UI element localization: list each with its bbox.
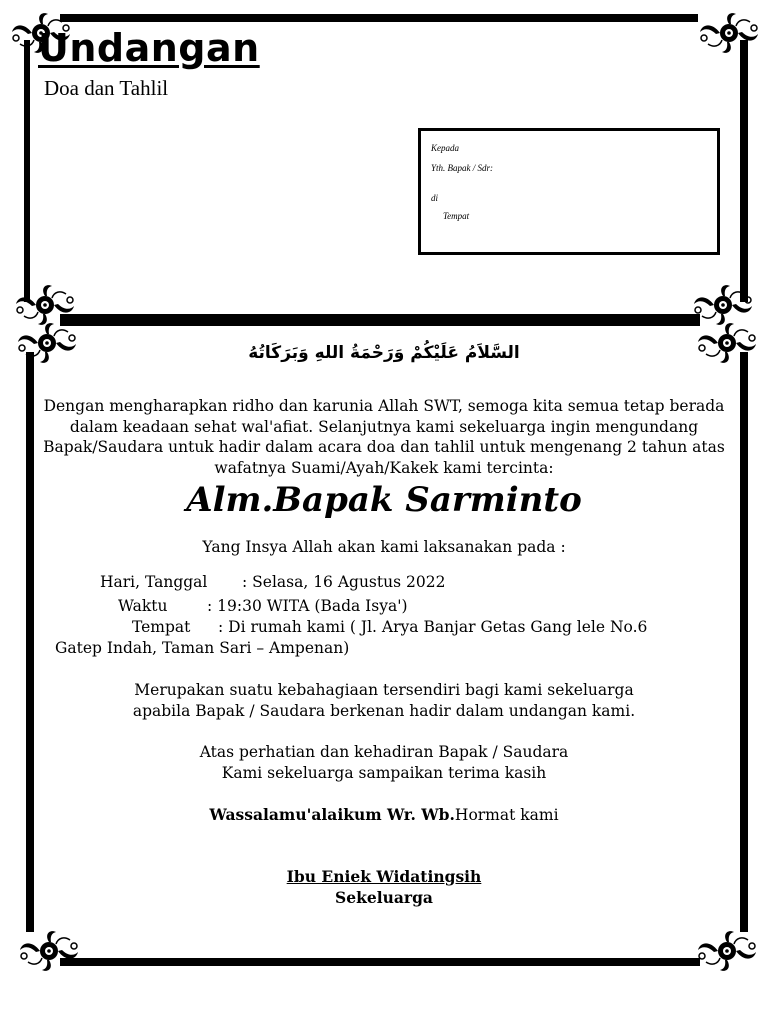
salam-line	[40, 805, 728, 826]
deceased-name: Alm.Bapak Sarminto	[186, 480, 582, 520]
closing-line: Merupakan suatu kebahagiaan tersendiri bagi kami sekeluarga	[134, 681, 634, 699]
corner-ornament-icon	[694, 8, 764, 58]
bottom-card-border-right	[740, 352, 748, 932]
place-label: Tempat	[132, 618, 191, 636]
address-recipient-label: Yth. Bapak / Sdr:	[431, 163, 493, 173]
signer-name: Ibu Eniek Widatingsih	[286, 867, 482, 886]
closing-line: apabila Bapak / Saudara berkenan hadir dalam undangan kami.	[132, 701, 636, 720]
top-card-border-left	[24, 40, 30, 302]
intro-line: Dengan mengharapkan ridho dan karunia Allah SWT, semoga kita semua tetap berada	[43, 397, 725, 415]
page-title: Undangan	[38, 26, 260, 70]
signer-role: Sekeluarga	[335, 888, 433, 907]
salam-text: Wassalamu'alaikum Wr. Wb.	[209, 805, 455, 824]
place-value-continued: Gatep Indah, Taman Sari – Ampenan)	[55, 639, 350, 657]
top-card-border-right	[740, 40, 748, 302]
closing-paragraph-1	[40, 680, 728, 721]
top-card-border-bottom	[60, 314, 700, 326]
date-value: : Selasa, 16 Agustus 2022	[242, 573, 446, 591]
page-subtitle: Doa dan Tahlil	[44, 76, 169, 100]
closing-line: Atas perhatian dan kehadiran Bapak / Saudara	[199, 743, 569, 761]
bottom-card-border-bottom	[60, 958, 700, 966]
address-place-label: Tempat	[443, 211, 470, 221]
address-box	[418, 128, 720, 255]
time-label: Waktu	[118, 597, 168, 615]
regards-text: Hormat kami	[454, 806, 559, 824]
intro-line: dalam keadaan sehat wal'afiat. Selanjutnya kami sekeluarga ingin mengundang	[69, 417, 699, 436]
intro-line: Bapak/Saudara untuk hadir dalam acara doa dan tahlil untuk mengenang 2 tahun atas	[43, 438, 725, 456]
intro-paragraph	[40, 396, 728, 478]
address-to-label: Kepada	[431, 143, 459, 153]
date-label: Hari, Tanggal	[100, 573, 208, 591]
top-card-border-top	[60, 14, 698, 22]
closing-line: Kami sekeluarga sampaikan terima kasih	[221, 763, 547, 782]
time-value: : 19:30 WITA (Bada Isya')	[207, 597, 408, 615]
closing-paragraph-2	[40, 742, 728, 783]
corner-ornament-icon	[692, 926, 762, 976]
intro-line: wafatnya Suami/Ayah/Kakek kami tercinta:	[214, 458, 554, 477]
bottom-card-border-left	[26, 352, 34, 932]
corner-ornament-icon	[14, 926, 84, 976]
arabic-greeting: السَّلاَمُ عَلَيْكُمْ وَرَحْمَةُ اللهِ وَبَرَكَاتُهُ	[248, 343, 520, 363]
place-value: : Di rumah kami ( Jl. Arya Banjar Getas Gang lele No.6	[218, 618, 648, 636]
schedule-intro: Yang Insya Allah akan kami laksanakan pada :	[202, 538, 566, 556]
address-at-label: di	[431, 193, 439, 203]
